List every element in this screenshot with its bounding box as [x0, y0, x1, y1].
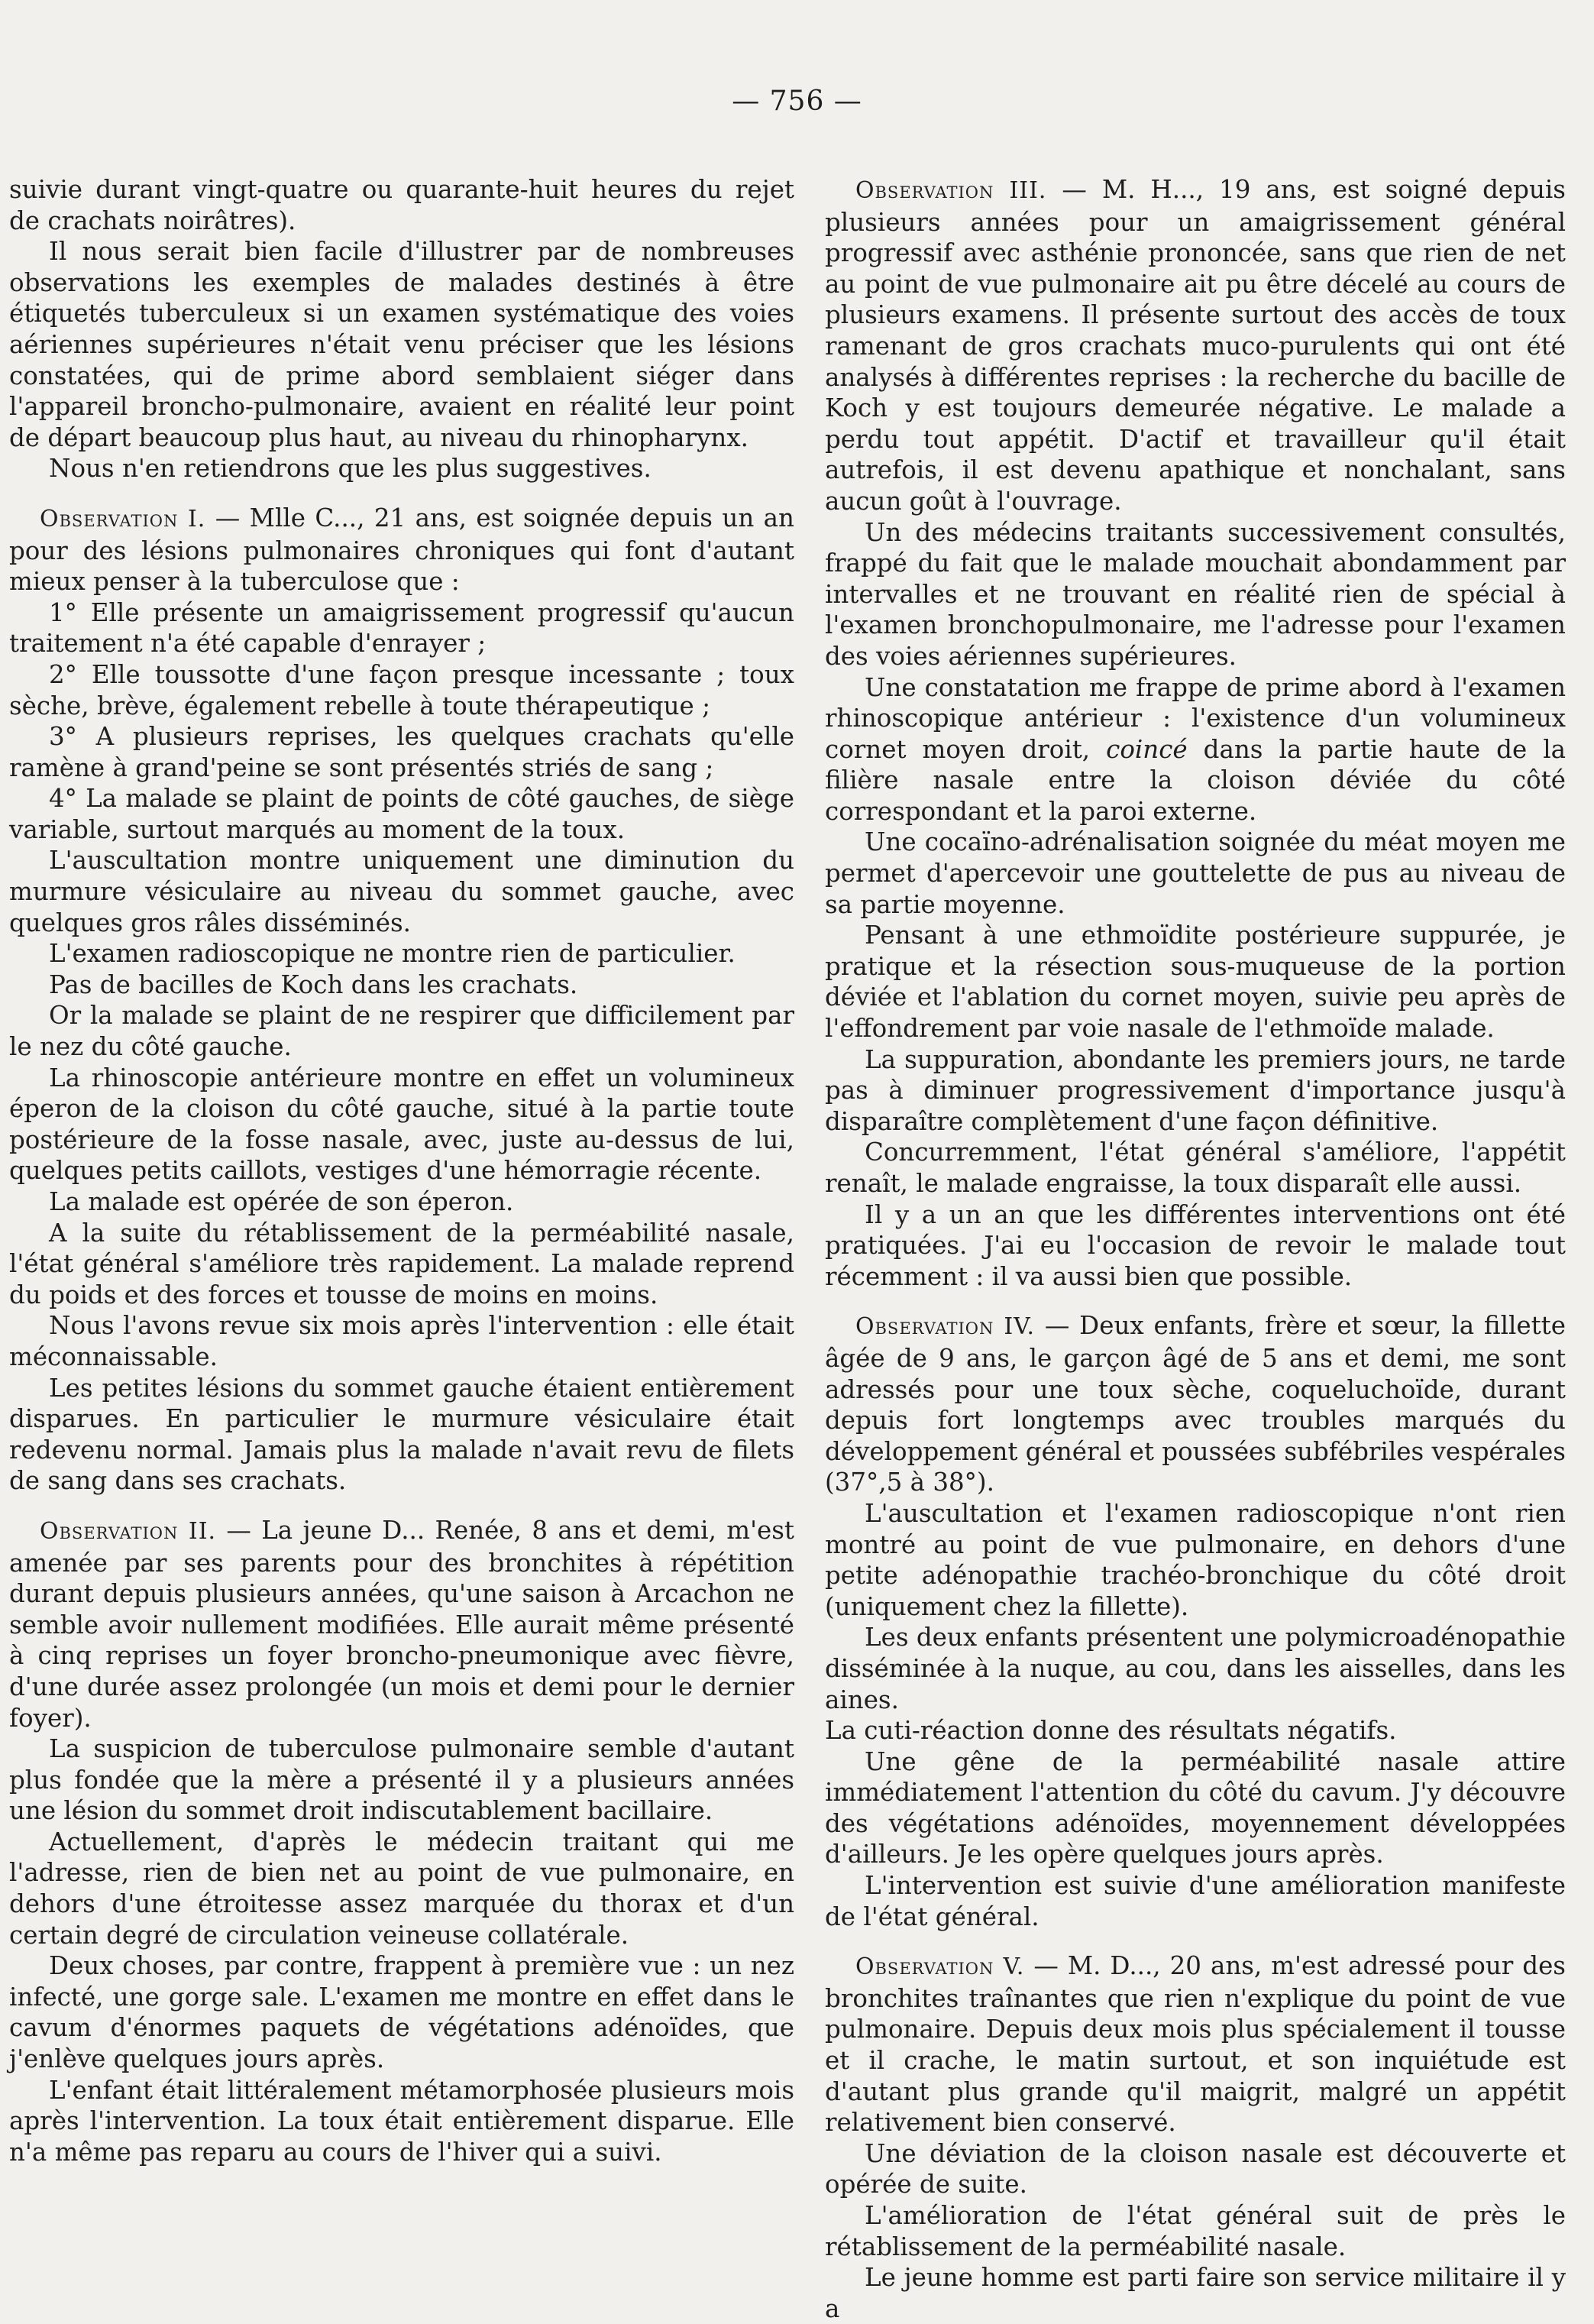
text-run: dans la partie haute de la filière nasale entre la cloison déviée du côté correspondant et la paroi externe. [825, 734, 1566, 826]
page-number: — 756 — [732, 86, 862, 117]
paragraph: L'examen radioscopique ne montre rien de particulier. [49, 939, 736, 969]
paragraph: Les deux enfants présentent une polymicroadénopathie disséminée à la nuque, au cou, dans les aisselles, dans les aines. [825, 1623, 1566, 1714]
observation-5 [825, 1950, 1566, 2138]
left-column [9, 174, 794, 2167]
paragraph: Il y a un an que les différentes interventions ont été pratiquées. J'ai eu l'occasion de revoir le malade tout récemment : il va aussi bien que possible. [825, 1199, 1566, 1291]
observation-heading: Observation III. [855, 177, 1047, 204]
observation-text: — Mlle C..., 21 ans, est soignée depuis un an pour des lésions pulmonaires chroniques qui font d'autant mieux penser à la tuberculose que : [9, 503, 794, 597]
list-item: 2° Elle toussotte d'une façon presque incessante ; toux sèche, brève, également rebelle à toute thérapeutique ; [9, 659, 794, 720]
text-run: Une constatation me frappe de prime abord à l'examen rhinoscopique antérieur : l'existence d'un volumineux cornet moyen droit, [825, 672, 1566, 764]
observation-heading: Observation V. [855, 1953, 1025, 1981]
list-item: 3° A plusieurs reprises, les quelques crachats qu'elle ramène à grand'peine se sont présentés striés de sang ; [9, 722, 794, 782]
observation-2 [9, 1515, 794, 1733]
paragraph: L'enfant était littéralement métamorphosée plusieurs mois après l'intervention. La toux était entièrement disparue. Elle n'a même pas reparu au cours de l'hiver qui a suivi. [9, 2075, 794, 2167]
paragraph: L'auscultation montre uniquement une diminution du murmure vésiculaire au niveau du sommet gauche, avec quelques gros râles disséminés. [9, 846, 794, 937]
paragraph: Nous n'en retiendrons que les plus suggestives. [49, 454, 652, 484]
paragraph: Une gêne de la perméabilité nasale attire immédiatement l'attention du côté du cavum. J'y découvre des végétations adénoïdes, moyennement développées d'ailleurs. Je les opère quelques jours après. [825, 1746, 1566, 1869]
paragraph: L'intervention est suivie d'une amélioration manifeste de l'état général. [825, 1871, 1566, 1931]
paragraph: Il nous serait bien facile d'illustrer par de nombreuses observations les exemples de malades destinés à être étiquetés tuberculeux si un examen systématique des voies aériennes supérieures n'était venu préciser que les lésions constatées, qui de prime abord semblaient siéger dans l'appareil broncho-pulmonaire, avaient en réalité leur point de départ beaucoup plus haut, au niveau du rhinopharynx. [9, 237, 794, 452]
paragraph: Or la malade se plaint de ne respirer que difficilement par le nez du côté gauche. [9, 1001, 794, 1062]
observation-text: — Deux enfants, frère et sœur, la fillette âgée de 9 ans, le garçon âgé de 5 ans et demi, me sont adressés pour une toux sèche, coqueluchoïde, durant depuis fort longtemps avec troubles marqués du développement général et poussées subfébriles vespérales (37°,5 à 38°). [825, 1311, 1566, 1497]
observation-3 [825, 174, 1566, 517]
observation-1 [9, 503, 794, 597]
paragraph: La rhinoscopie antérieure montre en effet un volumineux éperon de la cloison du côté gauche, situé à la partie toute postérieure de la fosse nasale, avec, juste au-dessus de lui, quelques petits caillots, vestiges d'une hémorragie récente. [9, 1063, 794, 1186]
paragraph: Le jeune homme est parti faire son service militaire il y a [825, 2263, 1566, 2323]
paragraph: suivie durant vingt-quatre ou quarante-huit heures du rejet de crachats noirâtres). [9, 175, 794, 235]
paragraph: L'amélioration de l'état général suit de près le rétablissement de la perméabilité nasale. [825, 2201, 1566, 2261]
paragraph: Pas de bacilles de Koch dans les crachats. [49, 969, 578, 999]
observation-4 [825, 1310, 1566, 1498]
paragraph: La suspicion de tuberculose pulmonaire semble d'autant plus fondée que la mère a présenté il y a plusieurs années une lésion du sommet droit indiscutablement bacillaire. [9, 1734, 794, 1826]
paragraph: La suppuration, abondante les premiers jours, ne tarde pas à diminuer progressivement d'importance jusqu'à disparaître complètement d'une façon définitive. [825, 1044, 1566, 1136]
paragraph: Actuellement, d'après le médecin traitant qui me l'adresse, rien de bien net au point de vue pulmonaire, en dehors d'une étroitesse assez marquée du thorax et d'un certain degré de circulation veineuse collatérale. [9, 1827, 794, 1950]
paragraph: La malade est opérée de son éperon. [49, 1187, 514, 1216]
list-item: 1° Elle présente un amaigrissement progressif qu'aucun traitement n'a été capable d'enrayer ; [9, 597, 794, 659]
paragraph: A la suite du rétablissement de la perméabilité nasale, l'état général s'améliore très rapidement. La malade reprend du poids et des forces et tousse de moins en moins. [9, 1218, 794, 1309]
paragraph: L'auscultation et l'examen radioscopique n'ont rien montré au point de vue pulmonaire, en dehors d'une petite adénopathie trachéo-bronchique du côté droit (uniquement chez la fillette). [825, 1498, 1566, 1621]
observation-heading: Observation II. [40, 1517, 217, 1545]
paragraph: La cuti-réaction donne des résultats négatifs. [825, 1716, 1397, 1746]
paragraph: Les petites lésions du sommet gauche étaient entièrement disparues. En particulier le murmure vésiculaire était redevenu normal. Jamais plus la malade n'avait revu de filets de sang dans ses crachats. [9, 1373, 794, 1496]
right-column [825, 174, 1566, 2324]
observation-heading: Observation I. [40, 505, 206, 532]
observation-text: — La jeune D... Renée, 8 ans et demi, m'est amenée par ses parents pour des bronchites à répétition durant depuis plusieurs années, qu'une saison à Arcachon ne semble avoir nullement modifiées. Elle aurait même présenté à cinq reprises un foyer broncho-pneumonique avec fièvre, d'une durée assez prolongée (un mois et demi pour le dernier foyer). [9, 1515, 794, 1733]
italic-term: coincé [1106, 734, 1188, 764]
paragraph [825, 672, 1566, 827]
observation-heading: Observation IV. [855, 1313, 1036, 1341]
paragraph: Un des médecins traitants successivement consultés, frappé du fait que le malade mouchait abondamment par intervalles et ne trouvant en réalité rien de spécial à l'examen bronchopulmonaire, me l'adresse pour l'examen des voies aériennes supérieures. [825, 517, 1566, 671]
paragraph: Une cocaïno-adrénalisation soignée du méat moyen me permet d'apercevoir une gouttelette de pus au niveau de sa partie moyenne. [825, 827, 1566, 919]
paragraph: Pensant à une ethmoïdite postérieure suppurée, je pratique et la résection sous-muqueuse de la portion déviée et l'ablation du cornet moyen, suivie peu après de l'effondrement par voie nasale de l'ethmoïde malade. [825, 921, 1566, 1044]
paragraph: Nous l'avons revue six mois après l'intervention : elle était méconnaissable. [9, 1311, 794, 1371]
observation-text: — M. D..., 20 ans, m'est adressé pour des bronchites traînantes que rien n'explique du point de vue pulmonaire. Depuis deux mois plus spécialement il tousse et il crache, le matin surtout, et son inquiétude est d'autant plus grande qu'il maigrit, malgré un appétit relativement bien conservé. [825, 1951, 1566, 2138]
paragraph: Concurremment, l'état général s'améliore, l'appétit renaît, le malade engraisse, la toux disparaît elle aussi. [825, 1138, 1566, 1198]
observation-text: — M. H..., 19 ans, est soigné depuis plusieurs années pour un amaigrissement général progressif avec asthénie prononcée, sans que rien de net au point de vue pulmonaire ait pu être décelé au cours de plusieurs examens. Il présente surtout des accès de toux ramenant de gros crachats muco-purulents qui ont été analysés à différentes reprises : la recherche du bacille de Koch y est toujours demeurée négative. Le malade a perdu tout appétit. D'actif et travailleur qu'il était autrefois, il est devenu apathique et nonchalant, sans aucun goût à l'ouvrage. [825, 175, 1566, 516]
paragraph: Une déviation de la cloison nasale est découverte et opérée de suite. [825, 2138, 1566, 2199]
paragraph: Deux choses, par contre, frappent à première vue : un nez infecté, une gorge sale. L'examen me montre en effet dans le cavum d'énormes paquets de végétations adénoïdes, que j'enlève quelques jours après. [9, 1951, 794, 2074]
list-item: 4° La malade se plaint de points de côté gauches, de siège variable, surtout marqués au moment de la toux. [9, 784, 794, 844]
